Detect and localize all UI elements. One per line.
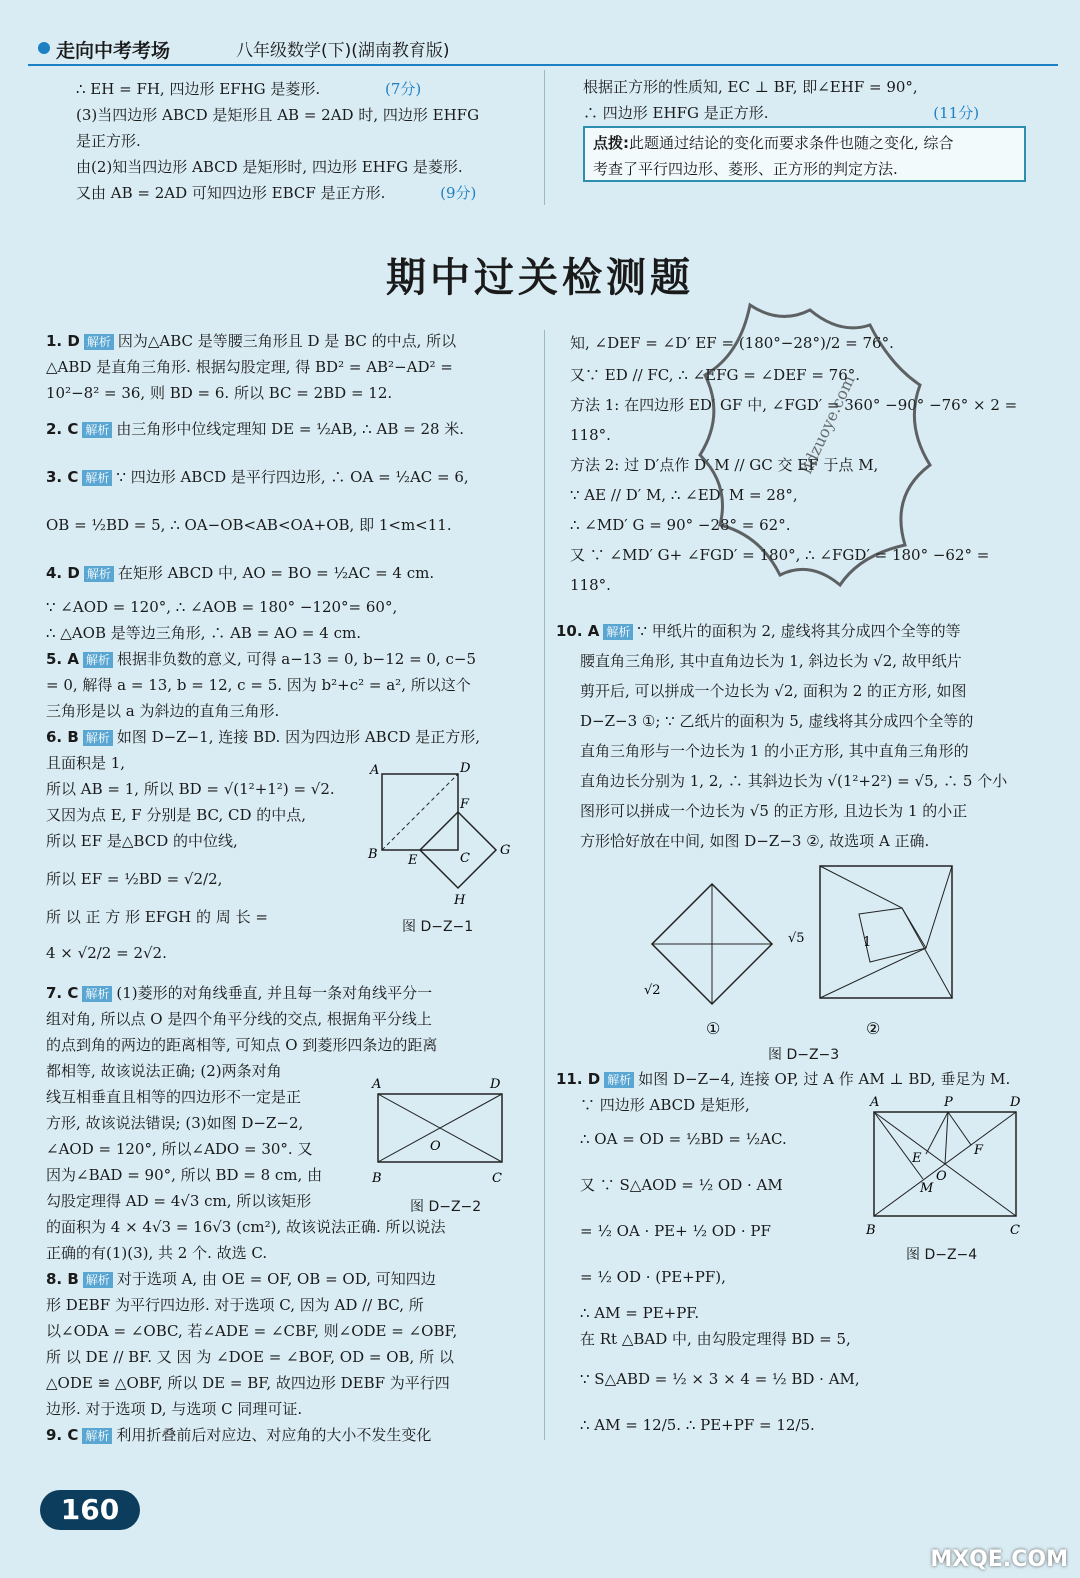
label-m: M	[920, 1181, 934, 1196]
series-title: 走向中考考场	[56, 40, 171, 62]
label-o: O	[936, 1169, 947, 1184]
label-b: B	[368, 847, 378, 862]
label-d: D	[490, 1077, 501, 1092]
text-line: ∴ 四边形 EHFG 是正方形. (11分)	[583, 104, 980, 122]
answer-7: 7. C 解析 (1)菱形的对角线垂直, 并且每一条对角线平分一	[46, 984, 433, 1002]
text-line: 根据正方形的性质知, EC ⊥ BF, 即∠EHF = 90°,	[583, 78, 918, 96]
column-divider	[544, 70, 545, 205]
page-number: 160	[40, 1490, 140, 1530]
inner-label: 1	[863, 935, 872, 950]
label-f: F	[460, 797, 470, 812]
label-e: E	[912, 1151, 922, 1166]
stamp-overlay	[690, 295, 940, 595]
figure-caption: 图 D−Z−3	[768, 1047, 840, 1063]
figure-caption: 图 D−Z−4	[906, 1247, 978, 1263]
answer-8: 8. B 解析 对于选项 A, 由 OE = OF, OB = OD, 可知四边	[46, 1270, 436, 1288]
page-title: 期中过关检测题	[386, 255, 694, 301]
sub-label-1: ①	[706, 1019, 721, 1038]
answer-6: 6. B 解析 如图 D−Z−1, 连接 BD. 因为四边形 ABCD 是正方形,	[46, 728, 481, 746]
stamp-text: hdzuoye.com	[796, 372, 859, 477]
watermark: MXQE.COM	[930, 1547, 1068, 1572]
label-f: F	[974, 1143, 984, 1158]
answer-10: 10. A 解析 ∵ 甲纸片的面积为 2, 虚线将其分成四个全等的等 腰直角三角形, 其中直角边长为 1, 斜边长为 √2, 故甲纸片 剪开后, 可以拼成一个边长为 √2, 面积为 2 的正方形, 如图 D−Z−3 ①; ∵ 乙纸片的面积为 5, 虚线将其分成四个全等的 直角三角形与一个边长为 1 的小正方形, 其中直角三角形的 直角边长分别为 1, 2, ∴ 其斜边长为 √(1²+2²) = √5, ∴ 5 个小 图形可以拼成一个边长为 √5 的正方形, 且边长为 1 的小正 方形恰好放在中间, 如图 D−Z−3 ②, 故选项 A 正确.	[556, 622, 1008, 850]
figure-d-z-2	[366, 1072, 516, 1188]
label-d: D	[1010, 1095, 1021, 1110]
bullet-icon	[38, 42, 50, 54]
tip-box: 点拨:此题通过结论的变化而要求条件也随之变化, 综合 考查了平行四边形、菱形、正方形的判定方法.	[583, 126, 1026, 182]
label-o: O	[430, 1139, 441, 1154]
label-g: G	[500, 843, 511, 858]
answer-9: 9. C 解析 利用折叠前后对应边、对应角的大小不发生变化	[46, 1426, 432, 1444]
figure-d-z-3	[630, 862, 960, 1042]
text-line: 由(2)知当四边形 ABCD 是矩形时, 四边形 EHFG 是菱形.	[76, 158, 463, 176]
answer-3: 3. C 解析 ∵ 四边形 ABCD 是平行四边形, ∴ OA = ½AC = 6,	[46, 468, 469, 486]
label-c: C	[492, 1171, 502, 1186]
top-left-block	[76, 76, 479, 206]
page-header	[28, 34, 1058, 62]
book-subtitle: 八年级数学(下)(湖南教育版)	[236, 41, 450, 61]
figure-caption: 图 D−Z−2	[410, 1199, 482, 1215]
label-d: D	[460, 761, 471, 776]
label-a: A	[372, 1077, 382, 1092]
right-answers: 知, ∠DEF = ∠D′ EF = (180°−28°)/2 = 76°. 又∵ ED // FC, ∴ ∠EFG = ∠DEF = 76°. 方法 1: 在四边形 ED′ GF 中, ∠FGD′ = 360° −90° −76° × 2 = 118°. 方法 2: 过 D′点作 D′ M // GC 交 EF 于点 M, ∵ AE // D′ M, ∴ ∠ED′ M = 28°, ∴ ∠MD′ G = 90° −28° = 62°. 又 ∵ ∠MD′ G+ ∠FGD′ = 180°, ∴ ∠FGD′ = 180° −62° = 118°.	[570, 334, 1018, 594]
label-a: A	[870, 1095, 880, 1110]
answer-5: 5. A 解析 根据非负数的意义, 可得 a−13 = 0, b−12 = 0, c−5	[46, 650, 477, 668]
column-divider	[544, 330, 545, 1440]
label-h: H	[454, 893, 466, 908]
label-b: B	[372, 1171, 382, 1186]
figure-d-z-1	[364, 760, 524, 910]
tip-label: 点拨:	[593, 134, 629, 152]
header-rule	[28, 64, 1058, 66]
figure-caption: 图 D−Z−1	[402, 919, 474, 935]
label-e: E	[408, 853, 418, 868]
left-answers: 1. D 解析 因为△ABC 是等腰三角形且 D 是 BC 的中点, 所以 △ABD 是直角三角形. 根据勾股定理, 得 BD² = AB²−AD² = 10²−8² = 36, 则 BD = 6. 所以 BC = 2BD = 12. 2. C 解析 由三角形中位线定理知 DE = ½AB, ∴ AB = 28 米. 3. C 解析 ∵ 四边形 ABCD 是平行四边形, ∴ OA = ½AC = 6, OB = ½BD = 5, ∴ OA−OB<AB<OA+OB, 即 1<m<11. 4. D 解析 在矩形 ABCD 中, AO = BO = ½AC = 4 cm. ∵ ∠AOD = 120°, ∴ ∠AOB = 180° −120°= 60°, ∴ △AOB 是等边三角形, ∴ AB = AO = 4 cm. 5. A 解析 根据非负数的意义, 可得 a−13 = 0, b−12 = 0, c−5 = 0, 解得 a = 13, b = 12, c = 5. 因为 b²+c² = a², 所以这个 三角形是以 a 为斜边的直角三角形. 6. B 解析 如图 D−Z−1, 连接 BD. 因为四边形 ABCD 是正方形, 且面积是 1, 所以 AB = 1, 所以 BD = √(1²+1²) = √2. 又因为点 E, F 分别是 BC, CD 的中点, 所以 EF 是△BCD 的中位线, 所以 EF = ½BD = √2/2, 所 以 正 方 形 EFGH 的 周 长 = 4 × √2/2 = 2√2. 7. C 解析 (1)菱形的对角线垂直, 并且每一条对角线平分一 组对角, 所以点 O 是四个角平分线的交点, 根据角平分线上 的点到角的两边的距离相等, 可知点 O 到菱形四条边的距离 都相等, 故该说法正确; (2)两条对角 线互相垂直且相等的四边形不一定是正 方形, 故该说法错误; (3)如图 D−Z−2, ∠AOD = 120°, 所以∠ADO = 30°. 又 因为∠BAD = 90°, 所以 BD = 8 cm, 由 勾股定理得 AD = 4√3 cm, 所以该矩形 的面积为 4 × 4√3 = 16√3 (cm²), 故该说法正确. 所以说法 正确的有(1)(3), 共 2 个. 故选 C. 8. B 解析 对于选项 A, 由 OE = OF, OB = OD, 可知四边 形 DEBF 为平行四边形. 对于选项 C, 因为 AD // BC, 所 以∠ODA = ∠OBC, 若∠ADE = ∠CBF, 则∠ODE = ∠OBF, 所 以 DE // BF. 又 因 为 ∠DOE = ∠BOF, OD = OB, 所 以 △ODE ≌ △OBF, 所以 DE = BF, 故四边形 DEBF 为平行四 边形. 对于选项 D, 与选项 C 同理可证. 9. C 解析 利用折叠前后对应边、对应角的大小不发生变化	[46, 328, 526, 1448]
answer-2: 2. C 解析 由三角形中位线定理知 DE = ½AB, ∴ AB = 28 米.	[46, 420, 465, 438]
figure-d-z-4	[862, 1088, 1032, 1238]
text-line: 又由 AB = 2AD 可知四边形 EBCF 是正方形. (9分)	[76, 184, 477, 202]
answer-11: 11. D 解析 如图 D−Z−4, 连接 OP, 过 A 作 AM ⊥ BD, 垂足为 M. ∵ 四边形 ABCD 是矩形, ∴ OA = OD = ½BD = ½AC. 又 ∵ S△AOD = ½ OD · AM = ½ OA · PE+ ½ OD · PF = ½ OD · (PE+PF), ∴ AM = PE+PF. 在 Rt △BAD 中, 由勾股定理得 BD = 5, ∵ S△ABD = ½ × 3 × 4 = ½ BD · AM, ∴ AM = 12/5. ∴ PE+PF = 12/5.	[556, 1070, 1011, 1434]
label-c: C	[1010, 1223, 1020, 1238]
length-label: √2	[644, 983, 661, 998]
label-c: C	[460, 851, 470, 866]
top-right-block	[583, 74, 979, 126]
length-label: √5	[788, 931, 805, 946]
text-line: ∴ EH = FH, 四边形 EFHG 是菱形. (7分)	[76, 80, 422, 98]
label-a: A	[370, 763, 380, 778]
label-p: P	[944, 1095, 953, 1110]
answer-1: 1. D 解析 因为△ABC 是等腰三角形且 D 是 BC 的中点, 所以	[46, 332, 457, 350]
label-b: B	[866, 1223, 876, 1238]
sub-label-2: ②	[866, 1019, 881, 1038]
text-line: (3)当四边形 ABCD 是矩形且 AB = 2AD 时, 四边形 EHFG	[76, 106, 480, 124]
answer-4: 4. D 解析 在矩形 ABCD 中, AO = BO = ½AC = 4 cm.	[46, 564, 435, 582]
text-line: 是正方形.	[76, 132, 141, 150]
